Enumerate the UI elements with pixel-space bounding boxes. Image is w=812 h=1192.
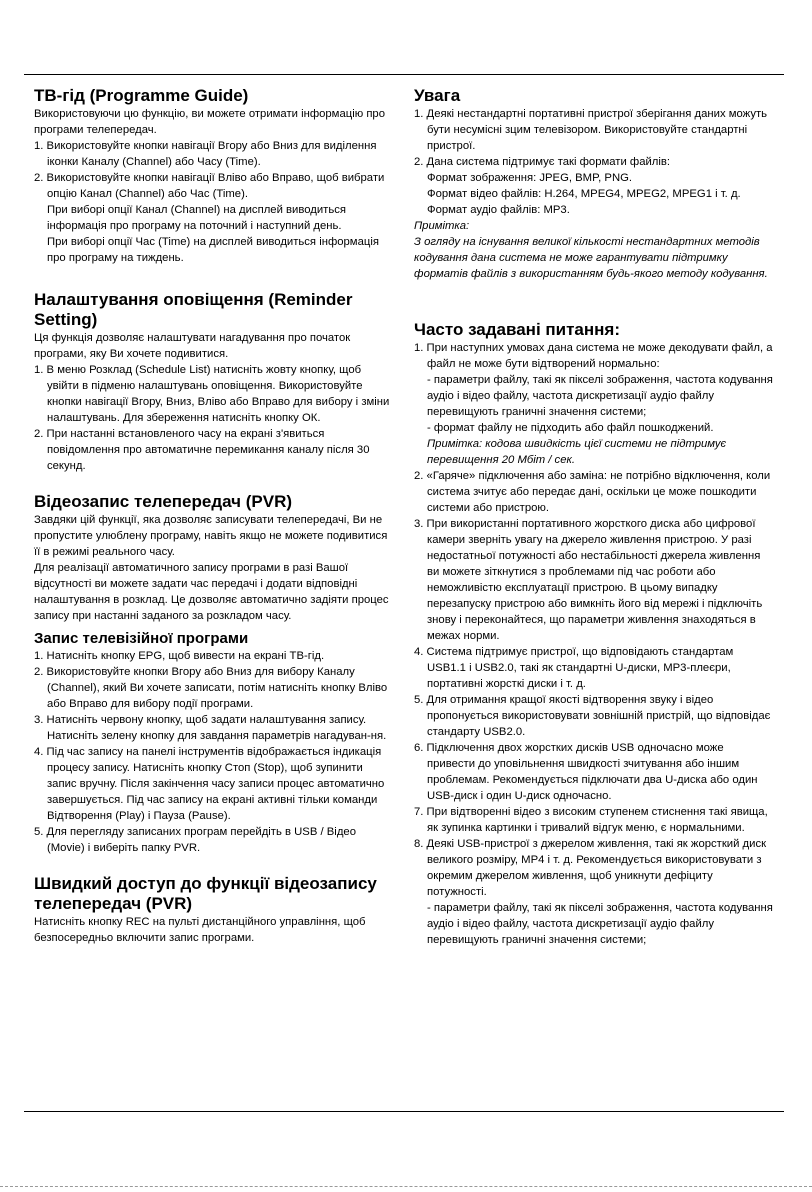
attention-heading: Увага [414,86,461,105]
faq-item-6: 6. Підключення двох жорстких дисків USB одночасно може привести до уповільнення швидкості зчитування або іншим проблемам. Рекомендується підключати два U-диска або один USB-диск і один U-диск одночасно. [414,742,758,802]
pvr-section [34,492,390,624]
programme-guide-intro: Використовуючи цю функцію, ви можете отримати інформацію про програми телепередач. [34,108,386,136]
reminder-heading: Налаштування оповіщення (Reminder Setting) [34,290,353,329]
faq-item-2: 2. «Гаряче» підключення або заміна: не потрібно відключення, коли система зчитує або передає дані, оскільки це може пошкодити системи або пристрою. [414,470,771,514]
faq-item-8: 8. Деякі USB-пристрої з джерелом живлення, такі як жорсткий диск великого розміру, MP4 і т. д. Рекомендується використовувати з окремим джерелом живлення, щоб уникнути дефіциту потужності. [414,838,767,898]
faq-item-1-note: Примітка: кодова швидкість цієї системи не підтримує перевищення 20 Мбіт / сек. [427,438,727,466]
faq-item-1a: - параметри файлу, такі як пікселі зображення, частота кодування аудіо і відео файлу, частота дискретизації аудіо файлу перевищують граничні значення системи; [427,374,773,418]
faq-heading: Часто задавані питання: [414,320,621,339]
pvr-paragraph-2: Для реалізації автоматичного запису програми в разі Вашої відсутності ви можете задати час передачі і додати відповідні налаштування в розклад. Це дозволяє автоматично задіяти процес запису при настанні заданого за розкладом часу. [34,562,389,622]
note-label: Примітка: [414,220,470,232]
quick-pvr-heading: Швидкий доступ до функції відеозапису телепередач (PVR) [34,874,377,913]
faq-item-4: 4. Система підтримує пристрої, що відповідають стандартам USB1.1 і USB2.0, такі як стандартні U-диски, MP3-плеєри, портативні жорсткі диски і т. д. [414,646,734,690]
reminder-item-1: 1. В меню Розклад (Schedule List) натисніть жовту кнопку, щоб увійти в підменю налаштувань оповіщення. Використовуйте кнопки навігації Вгору, Вниз, Вліво або Вправо для вибору і зміни налаштувань. Для збереження натисніть кнопку ОК. [34,364,390,424]
attention-item-2: 2. Дана система підтримує такі формати файлів: [414,156,671,168]
quick-pvr-text: Натисніть кнопку REC на пульті дистанційного управління, щоб безпосередньо включити запис програми. [34,916,366,944]
right-column [414,86,774,948]
reminder-section [34,290,390,474]
attention-section [414,86,774,282]
attention-item-1: 1. Деякі нестандартні портативні пристрої зберігання даних можуть бути несумісні зцим телевізором. Використовуйте стандартні пристрої. [414,108,768,152]
faq-item-3: 3. При використанні портативного жорсткого диска або цифрової камери зверніть увагу на джерело живлення пристрою. У разі недостатньої потужності або нестабільності джерела живлення ви можете зіткнутися з проблемами під час роботи або неможливістю експлуатації пристрою. В цьому випадку перезапуску пристрою або вимкніть його від мережі і підключіть знову і переконайтеся, що параметри живлення знаходяться в межах норми. [414,518,763,642]
pvr-heading: Відеозапис телепередач (PVR) [34,492,293,511]
programme-guide-item-2: 2. Використовуйте кнопки навігації Вліво або Вправо, щоб вибрати опцію Канал (Channel) або Час (Time). [34,172,385,200]
faq-item-1: 1. При наступних умовах дана система не може декодувати файл, а файл не може бути відтворений нормально: [414,342,773,370]
record-item-3: 3. Натисніть червону кнопку, щоб задати налаштування запису. Натисніть зелену кнопку для завдання параметрів нагадуван-ня. [34,714,387,742]
pvr-paragraph-1: Завдяки цій функції, яка дозволяє записувати телепередачі, Ви не пропустите улюблену програму, навіть якщо не можете подивитися її в режимі реального часу. [34,514,388,558]
reminder-intro: Ця функція дозволяє налаштувати нагадування про початок програми, яку Ви хочете подивитися. [34,332,351,360]
record-item-2: 2. Використовуйте кнопки Вгору або Вниз для вибору Каналу (Channel), який Ви хочете записати, потім натисніть кнопку Вліво або Вправо для вибору події програми. [34,666,388,710]
faq-item-5: 5. Для отримання кращої якості відтворення звуку і відео пропонується використовувати зовнішній пристрій, що відповідає стандарту USB2.0. [414,694,771,738]
bottom-dashed-edge [0,1186,812,1187]
programme-guide-item-2b: При виборі опції Час (Time) на дисплей виводиться інформація про програму на тиждень. [47,236,379,264]
record-heading: Запис телевізійної програми [34,630,249,647]
faq-section [414,320,774,948]
programme-guide-item-1: 1. Використовуйте кнопки навігації Вгору або Вниз для виділення іконки Каналу (Channel) або Часу (Time). [34,140,377,168]
left-column [34,86,390,946]
record-item-5: 5. Для перегляду записаних програм перейдіть в USB / Відео (Movie) і виберіть папку PVR. [34,826,356,854]
quick-pvr-section [34,874,390,946]
format-image: Формат зображення: JPEG, BMP, PNG. [427,172,633,184]
faq-item-1b: - формат файлу не підходить або файл пошкоджений. [427,422,714,434]
programme-guide-item-2a: При виборі опції Канал (Channel) на дисплей виводиться інформація про програму на поточний і наступний день. [47,204,346,232]
faq-item-8a: - параметри файлу, такі як пікселі зображення, частота кодування аудіо і відео файлу, частота дискретизації аудіо файлу перевищують граничні значення системи; [427,902,773,946]
bottom-rule [24,1111,784,1112]
record-item-1: 1. Натисніть кнопку EPG, щоб вивести на екрані ТВ-гід. [34,650,325,662]
programme-guide-section [34,86,390,266]
record-section [34,630,390,856]
faq-item-7: 7. При відтворенні відео з високим ступенем стиснення такі явища, як зупинка картинки і тривалий відгук меню, є нормальними. [414,806,768,834]
format-audio: Формат аудіо файлів: MP3. [427,204,570,216]
programme-guide-heading: ТВ-гід (Programme Guide) [34,86,249,105]
top-rule [24,74,784,75]
record-item-4: 4. Під час запису на панелі інструментів відображається індикація процесу запису. Натисніть кнопку Стоп (Stop), щоб зупинити запис вручну. Після закінчення часу записи процес автоматично завершується. Під час запису на екрані активні тільки команди Відтворення (Play) і Пауза (Pause). [34,746,385,822]
note-text: З огляду на існування великої кількості нестандартних методів кодування дана система не може гарантувати підтримку форматів файлів з використанням будь-якого методу кодування. [414,236,768,280]
reminder-item-2: 2. При настанні встановленого часу на екрані з'явиться повідомлення про автоматичне перемикання каналу після 30 секунд. [34,428,370,472]
format-video: Формат відео файлів: H.264, MPEG4, MPEG2, MPEG1 і т. д. [427,188,741,200]
